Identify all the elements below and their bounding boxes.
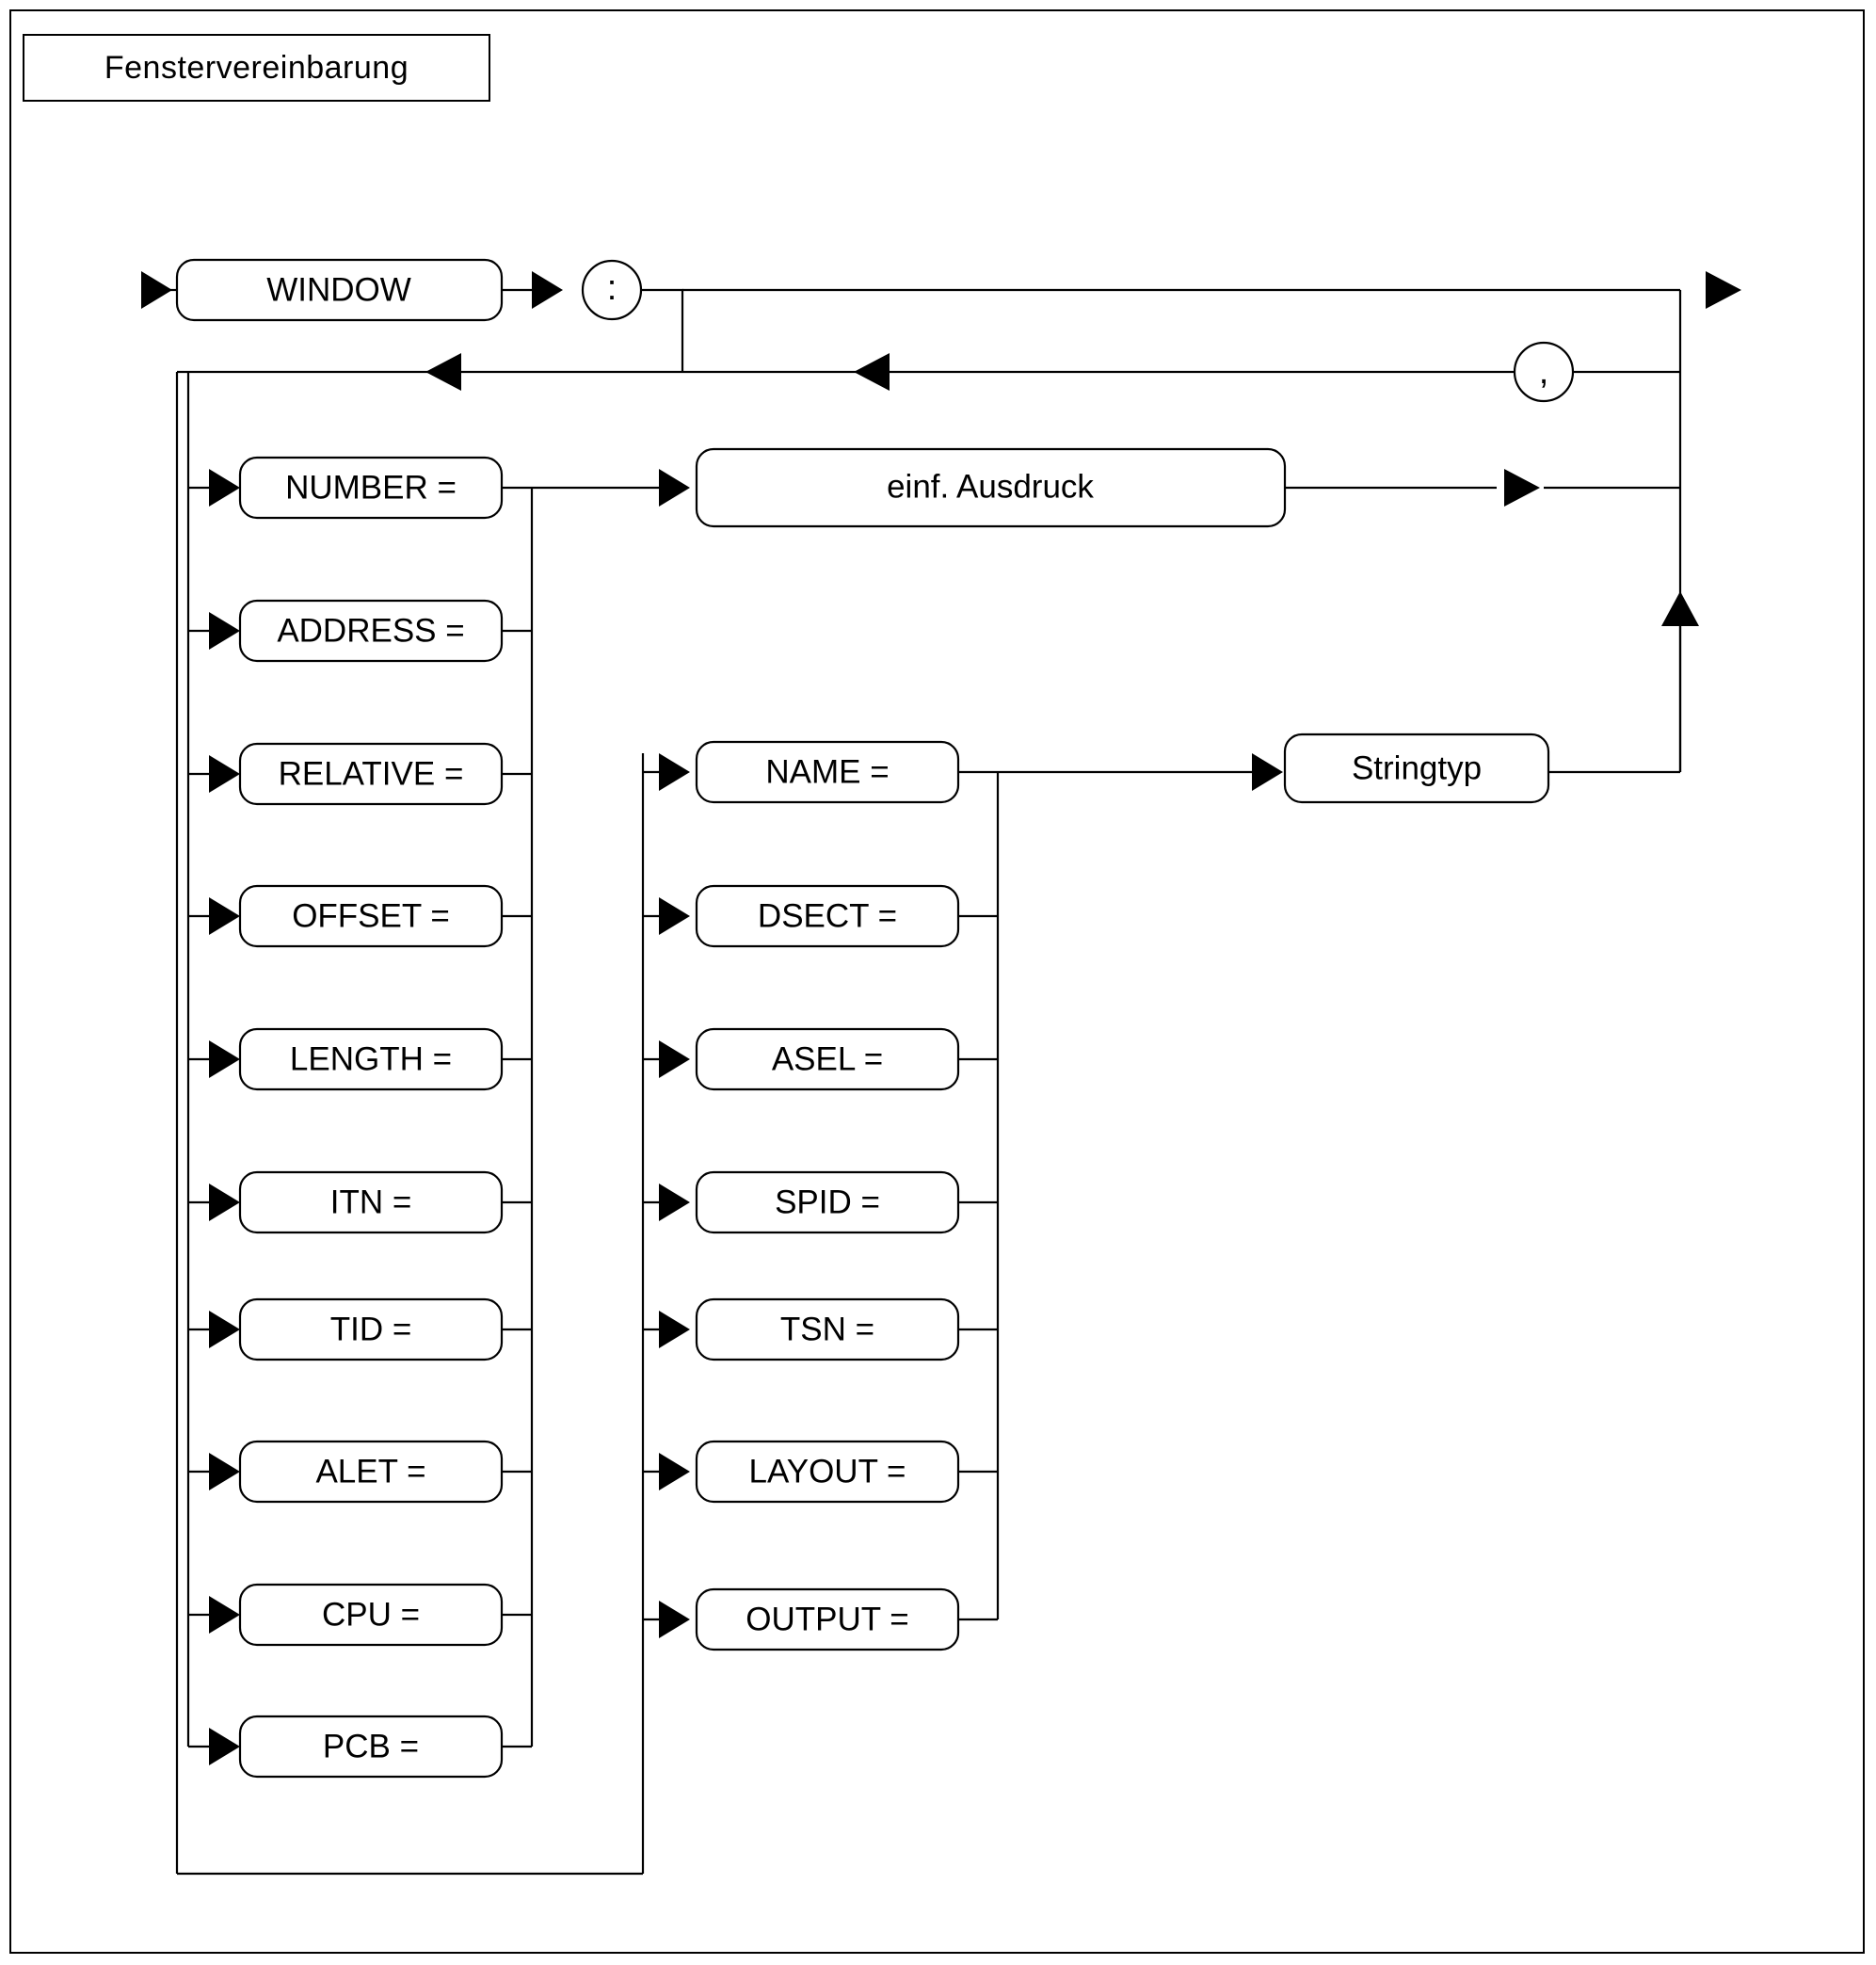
node-relative-label: RELATIVE = xyxy=(278,755,464,793)
arrow-into-tsn xyxy=(659,1311,690,1348)
arrow-into-tid xyxy=(209,1311,240,1348)
node-name-label: NAME = xyxy=(765,753,890,791)
node-address xyxy=(240,601,502,661)
loop-arrow-up xyxy=(1661,591,1699,626)
loop-arrow-left-1 xyxy=(425,353,461,391)
node-tid-label: TID = xyxy=(329,1311,412,1348)
arrow-into-number xyxy=(209,469,240,507)
node-length-label: LENGTH = xyxy=(289,1040,453,1078)
arrow-into-spid xyxy=(659,1184,690,1221)
node-dsect-label: DSECT = xyxy=(757,897,898,935)
node-spid xyxy=(697,1172,958,1232)
node-colon-label: : xyxy=(606,268,617,309)
node-spid-label: SPID = xyxy=(775,1184,880,1221)
exit-arrow-icon xyxy=(1706,271,1741,309)
node-length xyxy=(240,1029,502,1089)
arrow-after-window xyxy=(532,271,563,309)
node-asel xyxy=(697,1029,958,1089)
node-layout-label: LAYOUT = xyxy=(748,1453,906,1490)
node-einf-ausdruck xyxy=(697,449,1285,526)
node-name xyxy=(697,742,958,802)
node-itn-label: ITN = xyxy=(329,1184,412,1221)
arrow-into-offset xyxy=(209,897,240,935)
arrow-into-asel xyxy=(659,1040,690,1078)
node-alet xyxy=(240,1442,502,1502)
arrow-into-output xyxy=(659,1601,690,1638)
arrow-after-einf-ausdruck xyxy=(1504,469,1540,507)
node-cpu xyxy=(240,1585,502,1645)
node-einf-ausdruck-label: einf. Ausdruck xyxy=(887,468,1094,506)
node-alet-label: ALET = xyxy=(315,1453,426,1490)
node-pcb-label: PCB = xyxy=(322,1728,420,1765)
arrow-into-alet xyxy=(209,1453,240,1490)
loop-arrow-left-2 xyxy=(854,353,890,391)
arrow-into-dsect xyxy=(659,897,690,935)
node-comma xyxy=(1515,343,1573,401)
arrow-into-cpu xyxy=(209,1596,240,1634)
node-asel-label: ASEL = xyxy=(771,1040,884,1078)
node-stringtyp-label: Stringtyp xyxy=(1351,749,1483,787)
node-tsn xyxy=(697,1299,958,1360)
arrow-into-address xyxy=(209,612,240,650)
node-colon xyxy=(583,261,641,319)
node-output-label: OUTPUT = xyxy=(746,1601,909,1638)
arrow-into-stringtyp xyxy=(1252,753,1283,791)
node-layout xyxy=(697,1442,958,1502)
node-window-label: WINDOW xyxy=(266,271,411,309)
node-dsect xyxy=(697,886,958,946)
arrow-into-itn xyxy=(209,1184,240,1221)
page-title: Fenstervereinbarung xyxy=(104,49,409,86)
node-offset-label: OFFSET = xyxy=(292,897,450,935)
arrow-into-name xyxy=(659,753,690,791)
node-stringtyp xyxy=(1285,734,1548,802)
arrow-into-layout xyxy=(659,1453,690,1490)
node-tsn-label: TSN = xyxy=(779,1311,875,1348)
node-window xyxy=(177,260,502,320)
arrow-into-pcb xyxy=(209,1728,240,1765)
node-number-label: NUMBER = xyxy=(285,469,457,507)
node-number xyxy=(240,458,502,518)
arrow-into-einf-ausdruck xyxy=(659,469,690,507)
arrow-into-length xyxy=(209,1040,240,1078)
node-address-label: ADDRESS = xyxy=(277,612,465,650)
node-cpu-label: CPU = xyxy=(321,1596,421,1634)
entry-arrow-icon xyxy=(141,271,172,309)
node-tid xyxy=(240,1299,502,1360)
node-offset xyxy=(240,886,502,946)
node-relative xyxy=(240,744,502,804)
arrow-into-relative xyxy=(209,755,240,793)
node-output xyxy=(697,1589,958,1650)
node-pcb xyxy=(240,1716,502,1777)
node-comma-label: , xyxy=(1538,352,1549,393)
node-itn xyxy=(240,1172,502,1232)
